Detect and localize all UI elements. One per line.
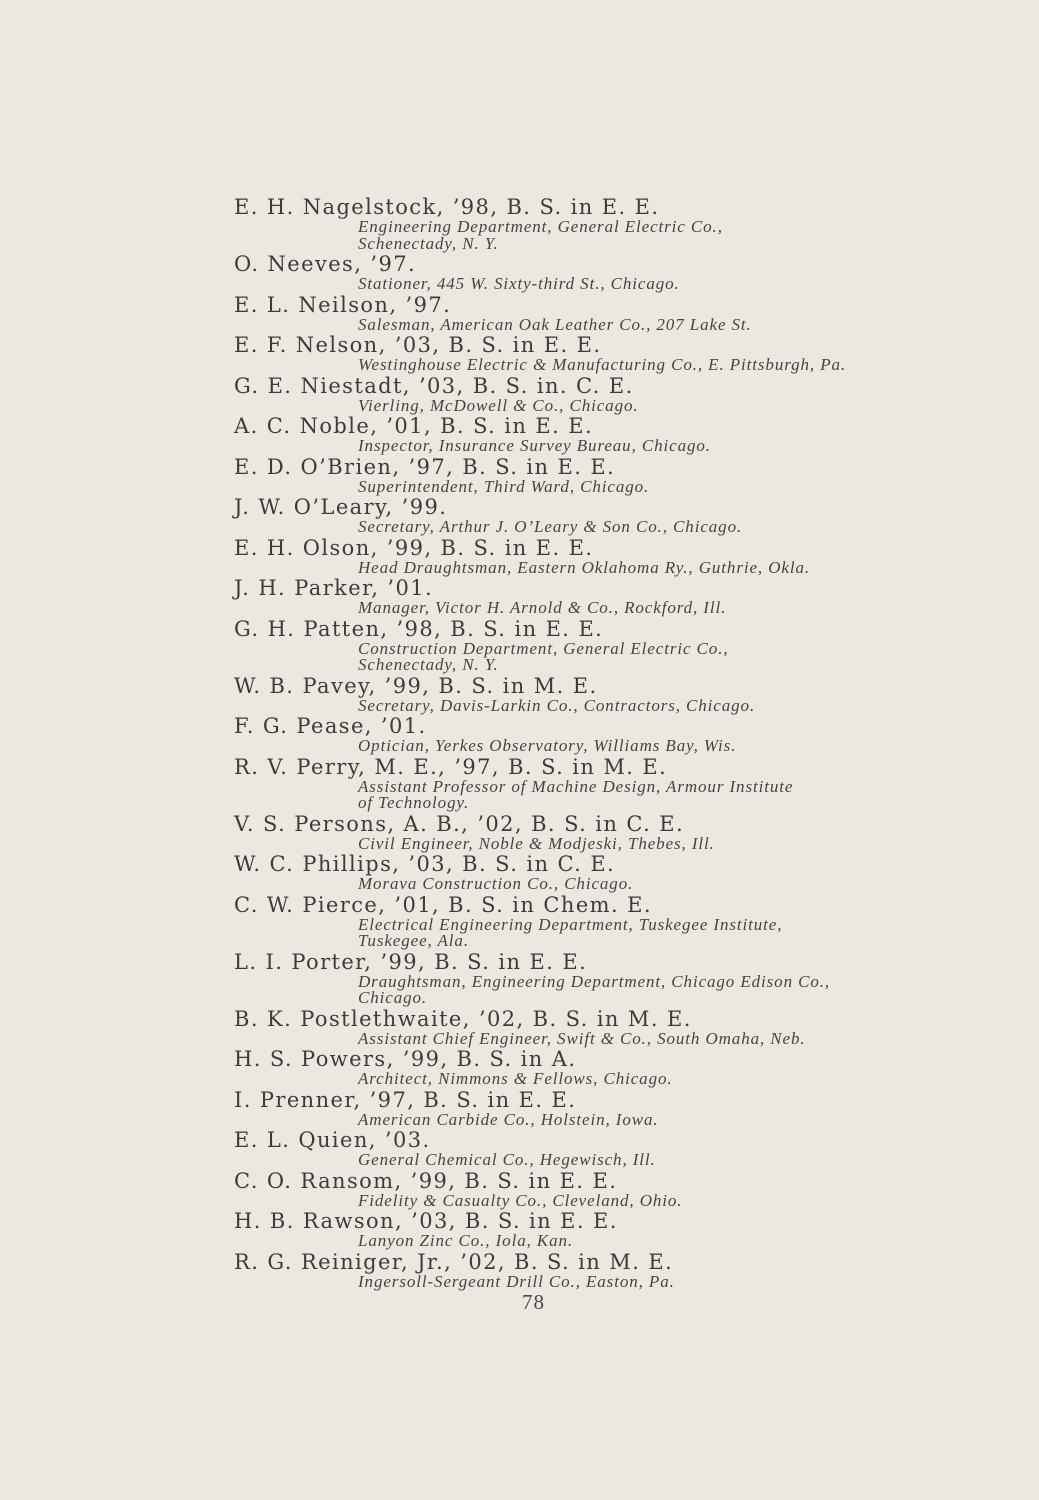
roster-entry — [234, 293, 1024, 334]
roster-entry — [234, 333, 1024, 374]
roster-entry — [234, 536, 1024, 577]
entry-detail — [234, 1109, 1024, 1129]
roster-entry — [234, 252, 1024, 293]
entry-detail-line: Salesman, American Oak Leather Co., 207 Lake St. — [358, 314, 752, 334]
entry-name: F. G. Pease, ’01. — [234, 714, 427, 738]
entry-name: J. H. Parker, ’01. — [234, 576, 434, 600]
entry-name: H. B. Rawson, ’03, B. S. in E. E. — [234, 1209, 618, 1233]
entry-name: R. G. Reiniger, Jr., ’02, B. S. in M. E. — [234, 1249, 674, 1274]
entry-detail-line: of Technology. — [358, 793, 470, 812]
entry-detail-line: Schenectady, N. Y. — [358, 655, 499, 674]
entry-name: R. V. Perry, M. E., ’97, B. S. in M. E. — [234, 754, 668, 779]
roster-entry — [234, 1047, 1024, 1088]
entry-detail — [234, 776, 1024, 812]
entry-detail-line: Tuskegee, Ala. — [358, 931, 469, 950]
entry-detail-line: Westinghouse Electric & Manufacturing Co., E. Pittsburgh, Pa. — [358, 355, 847, 374]
entry-detail — [234, 738, 1024, 755]
entry-detail-line: Manager, Victor H. Arnold & Co., Rockford, Ill. — [358, 598, 727, 617]
roster-entry — [234, 1209, 1024, 1250]
entry-name: W. B. Pavey, ’99, B. S. in M. E. — [234, 673, 598, 698]
entry-detail — [234, 1028, 1024, 1048]
roster-entry — [234, 714, 1024, 755]
entry-detail — [234, 357, 1024, 374]
entry-name: B. K. Postlethwaite, ’02, B. S. in M. E. — [234, 1006, 692, 1031]
roster-entry — [234, 674, 1024, 715]
entry-name: I. Prenner, ’97, B. S. in E. E. — [234, 1087, 577, 1112]
entry-name: E. F. Nelson, ’03, B. S. in E. E. — [234, 333, 602, 357]
entry-name: H. S. Powers, ’99, B. S. in A. — [234, 1047, 577, 1071]
entry-detail-line: Ingersoll-Sergeant Drill Co., Easton, Pa. — [358, 1271, 675, 1291]
entry-detail — [234, 276, 1024, 293]
entry-detail — [234, 971, 1024, 1007]
roster-entry — [234, 755, 1024, 812]
entry-detail — [234, 1071, 1024, 1088]
entry-detail — [234, 314, 1024, 334]
entry-detail-line: Fidelity & Casualty Co., Cleveland, Ohio. — [358, 1190, 683, 1210]
entry-detail-line: Chicago. — [358, 988, 428, 1007]
entry-detail — [234, 1271, 1024, 1291]
roster-entry — [234, 893, 1024, 950]
roster-entry — [234, 576, 1024, 617]
entry-detail-line: American Carbide Co., Holstein, Iowa. — [358, 1109, 659, 1129]
entry-name: O. Neeves, ’97. — [234, 252, 417, 276]
alumni-roster — [234, 195, 1024, 1290]
entry-detail — [234, 833, 1024, 853]
entry-detail-line: Inspector, Insurance Survey Bureau, Chicago. — [358, 436, 711, 455]
roster-entry — [234, 812, 1024, 853]
entry-name: A. C. Noble, ’01, B. S. in E. E. — [234, 414, 594, 438]
entry-detail-line: Schenectady, N. Y. — [358, 233, 499, 253]
entry-detail-line: Architect, Nimmons & Fellows, Chicago. — [358, 1069, 673, 1088]
roster-entry — [234, 852, 1024, 893]
roster-entry — [234, 414, 1024, 455]
entry-detail-line: Engineering Department, General Electric Co., — [358, 217, 723, 236]
entry-name: E. H. Nagelstock, ’98, B. S. in E. E. — [234, 195, 660, 219]
entry-name: E. L. Neilson, ’97. — [234, 292, 452, 317]
roster-entry — [234, 1169, 1024, 1210]
entry-detail-line: Construction Department, General Electric Co., — [358, 638, 729, 658]
entry-detail-line: Superintendent, Third Ward, Chicago. — [358, 476, 650, 496]
entry-detail-line: Electrical Engineering Department, Tuskegee Institute, — [358, 914, 783, 934]
entry-detail-line: Draughtsman, Engineering Department, Chicago Edison Co., — [358, 971, 831, 991]
entry-name: W. C. Phillips, ’03, B. S. in C. E. — [234, 852, 616, 876]
entry-detail — [234, 914, 1024, 950]
entry-detail-line: Optician, Yerkes Observatory, Williams Bay, Wis. — [358, 736, 737, 755]
entry-name: C. O. Ransom, ’99, B. S. in E. E. — [234, 1168, 618, 1193]
roster-entry — [234, 950, 1024, 1007]
entry-detail — [234, 695, 1024, 715]
roster-entry — [234, 617, 1024, 674]
entry-name: G. E. Niestadt, ’03, B. S. in. C. E. — [234, 373, 634, 398]
entry-name: E. L. Quien, ’03. — [234, 1128, 431, 1152]
entry-detail-line: Morava Construction Co., Chicago. — [358, 874, 634, 893]
entry-detail-line: General Chemical Co., Hegewisch, Ill. — [358, 1150, 656, 1169]
entry-name: E. D. O’Brien, ’97, B. S. in E. E. — [234, 454, 616, 479]
roster-entry — [234, 374, 1024, 415]
entry-detail-line: Assistant Chief Engineer, Swift & Co., South Omaha, Neb. — [358, 1028, 806, 1048]
entry-detail-line: Assistant Professor of Machine Design, Armour Institute — [358, 776, 794, 796]
entry-name: J. W. O’Leary, ’99. — [234, 495, 448, 519]
entry-detail — [234, 476, 1024, 496]
entry-detail-line: Civil Engineer, Noble & Modjeski, Thebes, Ill. — [358, 833, 715, 853]
entry-detail — [234, 519, 1024, 536]
roster-entry — [234, 1088, 1024, 1129]
entry-detail — [234, 219, 1024, 252]
roster-entry — [234, 495, 1024, 536]
entry-name: V. S. Persons, A. B., ’02, B. S. in C. E. — [234, 811, 685, 836]
entry-detail-line: Vierling, McDowell & Co., Chicago. — [358, 395, 639, 415]
page-number: 78 — [522, 1290, 545, 1314]
roster-entry — [234, 1007, 1024, 1048]
entry-detail — [234, 1190, 1024, 1210]
entry-detail-line: Secretary, Arthur J. O’Leary & Son Co., Chicago. — [358, 517, 743, 536]
entry-detail — [234, 557, 1024, 577]
roster-entry — [234, 455, 1024, 496]
roster-entry — [234, 195, 1024, 252]
entry-detail-line: Lanyon Zinc Co., Iola, Kan. — [358, 1231, 574, 1250]
roster-entry — [234, 1128, 1024, 1169]
entry-detail-line: Head Draughtsman, Eastern Oklahoma Ry., Guthrie, Okla. — [358, 557, 811, 577]
roster-entry — [234, 1250, 1024, 1291]
entry-detail-line: Stationer, 445 W. Sixty-third St., Chicago. — [358, 274, 680, 293]
entry-detail — [234, 600, 1024, 617]
entry-name: E. H. Olson, ’99, B. S. in E. E. — [234, 535, 594, 560]
entry-detail — [234, 1152, 1024, 1169]
entry-name: C. W. Pierce, ’01, B. S. in Chem. E. — [234, 892, 652, 917]
entry-detail — [234, 876, 1024, 893]
entry-name: G. H. Patten, ’98, B. S. in E. E. — [234, 616, 604, 641]
entry-detail — [234, 438, 1024, 455]
entry-detail — [234, 1233, 1024, 1250]
entry-name: L. I. Porter, ’99, B. S. in E. E. — [234, 949, 588, 974]
entry-detail — [234, 395, 1024, 415]
entry-detail — [234, 638, 1024, 674]
entry-detail-line: Secretary, Davis-Larkin Co., Contractors, Chicago. — [358, 695, 756, 715]
